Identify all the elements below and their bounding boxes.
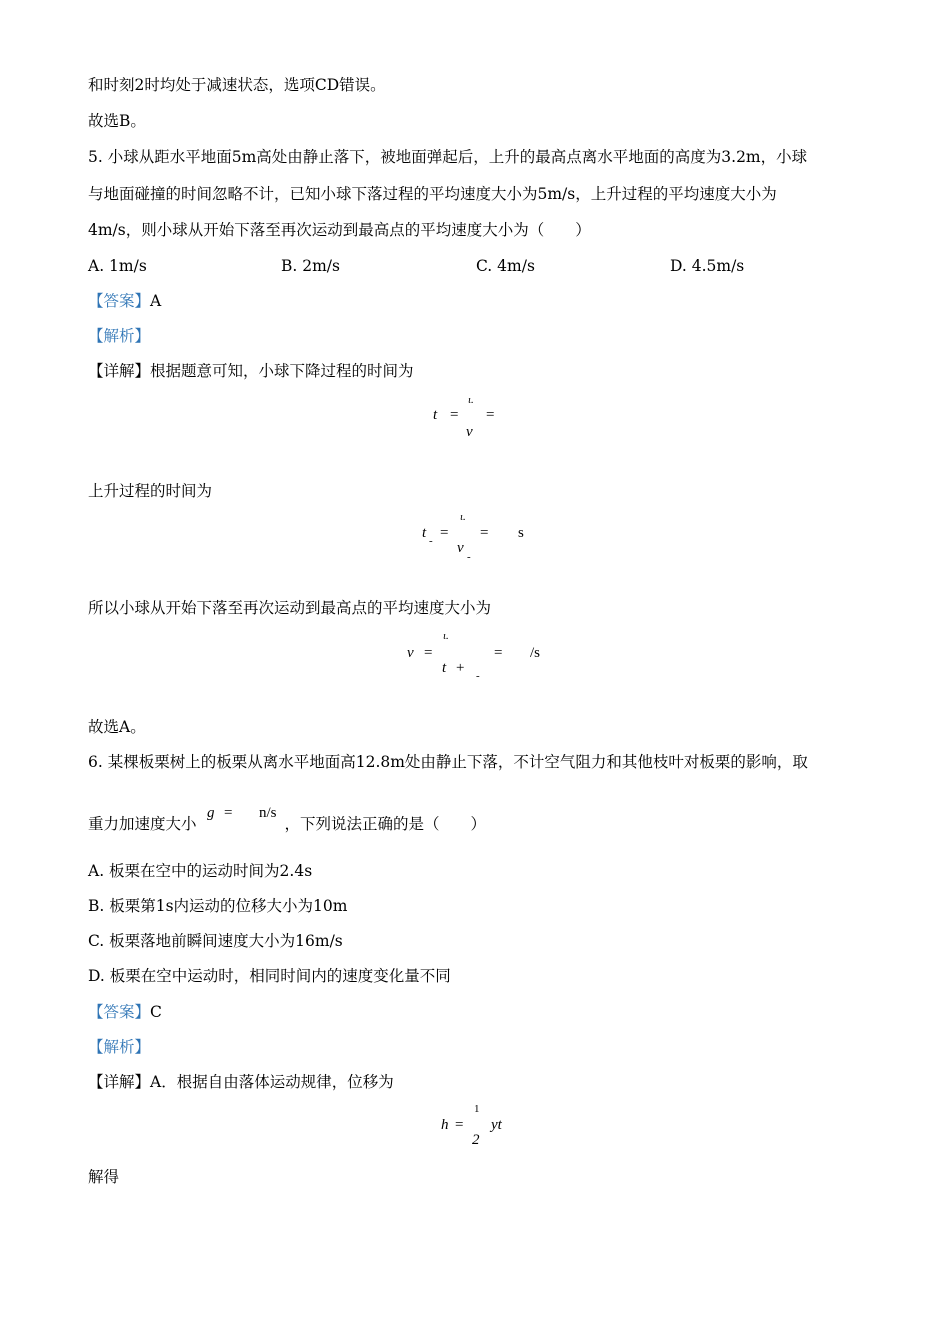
q5-total-text: 所以小球从开始下落至再次运动到最高点的平均速度大小为 [88,599,492,617]
detail-tag: 【详解】 [88,1073,151,1091]
detail-tag: 【详解】 [88,362,151,380]
question-5-stem: 4m/s，则小球从开始下落至再次运动到最高点的平均速度大小为（ ） [88,221,591,239]
formula-symbol: = [450,407,459,423]
formula-symbol: yt [491,1117,502,1133]
stem-text: ，下列说法正确的是（ ） [284,815,487,833]
formula-symbol: v [407,645,414,661]
q5-option-a: A. 1m/s [88,257,147,275]
formula-symbol: /s [530,645,541,661]
formula-symbol: - [467,551,471,563]
detail-text: A．根据自由落体运动规律，位移为 [150,1073,394,1091]
answer-value: C [150,1003,162,1021]
q6-analysis-tag [88,1036,150,1058]
formula-symbol: ι. [460,511,466,523]
q5-option-c: C. 4m/s [476,257,535,275]
q6-answer [88,1001,162,1023]
q6-option-b: B. 板栗第1s内运动的位移大小为10m [88,897,348,915]
formula-symbol: + [456,660,465,676]
detail-text: 根据题意可知，小球下降过程的时间为 [150,362,414,380]
question-6-stem [88,813,486,835]
formula-symbol: t [422,525,427,541]
formula-symbol: = [455,1117,464,1133]
q5-conclusion: 故选A。 [88,718,146,736]
answer-tag: 【答案】 [88,1003,151,1021]
analysis-tag: 【解析】 [88,327,151,345]
q5-answer [88,290,161,312]
formula-symbol: g [207,805,215,821]
q5-option-d: D. 4.5m/s [670,257,745,275]
formula-symbol: v [457,540,464,556]
formula-symbol: = [480,525,489,541]
formula-symbol: t [442,660,447,676]
formula-symbol: v [466,424,473,440]
q5-rise-text: 上升过程的时间为 [88,482,213,500]
formula-symbol: - [429,535,433,547]
question-6-stem: 6. 某棵板栗树上的板栗从离水平地面高12.8m处由静止下落，不计空气阻力和其他枝叶对板栗的影响，取 [88,753,808,771]
formula-symbol: ι. [443,630,449,642]
formula-symbol: t [433,407,438,423]
analysis-tag: 【解析】 [88,1038,151,1056]
formula-symbol: - [476,670,480,682]
answer-value: A [150,292,162,310]
question-5-stem: 与地面碰撞的时间忽略不计，已知小球下落过程的平均速度大小为5m/s，上升过程的平均速度大小为 [88,185,777,203]
q6-detail [88,1071,394,1093]
q5-detail [88,360,414,382]
answer-tag: 【答案】 [88,292,151,310]
q5-analysis-tag [88,325,150,347]
q5-option-b: B. 2m/s [281,257,340,275]
formula-symbol: n/s [259,805,277,821]
q6-option-c: C. 板栗落地前瞬间速度大小为16m/s [88,932,343,950]
stem-text: 重力加速度大小 [88,815,197,833]
formula-symbol: = [224,805,233,821]
q6-option-d: D. 板栗在空中运动时，相同时间内的速度变化量不同 [88,967,451,985]
formula-symbol: s [518,525,524,541]
q6-solve-text: 解得 [88,1168,120,1186]
formula-symbol: ι. [468,394,474,406]
text-line: 和时刻2时均处于减速状态，选项CD错误。 [88,76,386,94]
q6-option-a: A. 板栗在空中的运动时间为2.4s [88,862,313,880]
formula-symbol: = [440,525,449,541]
question-5-stem: 5. 小球从距水平地面5m高处由静止落下，被地面弹起后，上升的最高点离水平地面的高度为3.2m，小球 [88,148,808,166]
formula-symbol: 2 [472,1132,480,1148]
formula-symbol: h [441,1117,449,1133]
formula-symbol: = [424,645,433,661]
text-line: 故选B。 [88,112,146,130]
formula-symbol: 1 [474,1103,480,1115]
formula-symbol: = [486,407,495,423]
formula-symbol: = [494,645,503,661]
